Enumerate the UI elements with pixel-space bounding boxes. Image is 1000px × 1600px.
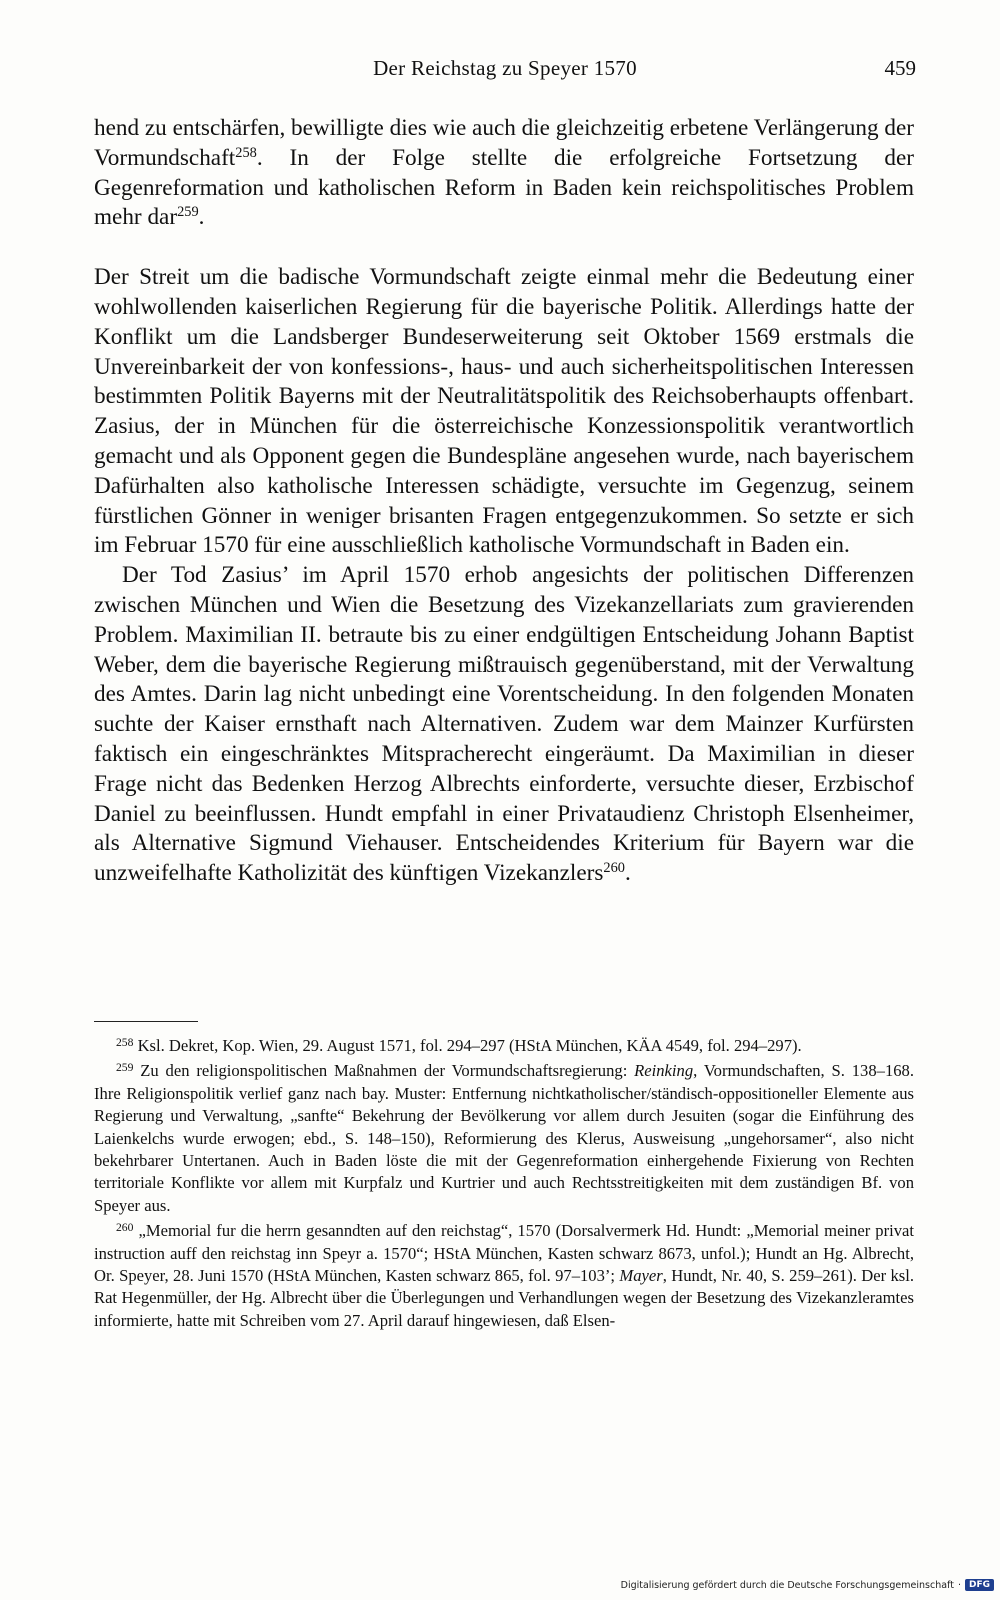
footnote-number: 260 — [116, 1221, 134, 1235]
footnote-259 — [94, 1060, 914, 1217]
paragraph-2: Der Streit um die badische Vormundschaft zeigte einmal mehr die Bedeutung einer wohlwollenden kaiserlichen Regierung für die bayerische Politik. Allerdings hatte der Konflikt um die Landsberger Bundeserweiterung seit Oktober 1569 erstmals die Unvereinbarkeit der von konfessions-, haus- und auch sicherheitspolitischen Interessen bestimmten Politik Bayerns mit der Neutralitätspolitik des Reichsoberhaupts offenbart. Zasius, der in München für die österreichische Konzessionspolitik verantwortlich gemacht und als Opponent gegen die Bundespläne angesehen wurde, nach bayerischem Dafürhalten also katholische Interessen schädigte, versuchte im Gegenzug, seinem fürstlichen Gönner in weniger brisanten Fragen entgegenzukommen. So setzte er sich im Februar 1570 für eine ausschließlich katholische Vormundschaft in Baden ein. — [94, 264, 914, 559]
footnote-258 — [94, 1035, 914, 1057]
footnote-260 — [94, 1220, 914, 1332]
separator: · — [957, 1579, 961, 1591]
footnotes — [94, 1035, 914, 1335]
footnote-author: Mayer — [619, 1266, 663, 1286]
main-text — [94, 114, 914, 889]
footnote-separator — [94, 1021, 198, 1022]
footnote-text-a: „Memorial fur die herrn gesanndten auf den reichstag“, 1570 (Dorsalvermerk Hd. Hundt: „Memorial meiner privat instruction auff den reichstag inn Speyr a. 1570“; HStA München, Kasten schwarz 8673, unfol.); Hundt an Hg. Albrecht, Or. Speyer, 28. Juni 1570 (HStA München, Kasten schwarz 865, fol. 97–103’; — [94, 1221, 914, 1286]
paragraph-3-text-b: . — [624, 860, 631, 887]
footnote-text: Ksl. Dekret, Kop. Wien, 29. August 1571, fol. 294–297 (HStA München, KÄA 4549, fol. 294–297). — [133, 1036, 802, 1055]
credit-text: Digitalisierung gefördert durch die Deutsche Forschungsgemeinschaft — [620, 1579, 954, 1591]
footnote-number: 258 — [116, 1035, 134, 1049]
footnote-number: 259 — [116, 1061, 134, 1075]
footnote-text-b: , Hundt, Nr. 40, S. 259–261). Der ksl. Rat Hegenmüller, der Hg. Albrecht über die Überlegungen und Verhandlungen wegen der Besetzung des Vizekanzleramtes informierte, hatte mit Schreiben vom 27. April darauf hingewiesen, daß Elsen- — [94, 1266, 915, 1330]
footnote-ref-258: 258 — [235, 144, 257, 161]
page-number: 459 — [884, 56, 916, 80]
footnote-ref-259: 259 — [177, 204, 199, 221]
page-header — [94, 56, 916, 86]
paragraph-1-text-b: . In der Folge stellte die erfolgreiche Fortsetzung der Gegenreformation und katholischen Reform in Baden kein reichspolitisches Problem mehr dar — [94, 144, 914, 231]
paragraph-1 — [94, 114, 914, 233]
paragraph-1-text-a: hend zu entschärfen, bewilligte dies wie auch die gleichzeitig erbetene Verlängerung der Vormundschaft — [94, 115, 914, 171]
running-title: Der Reichstag zu Speyer 1570 — [373, 56, 637, 80]
footnote-text-a: Zu den religionspolitischen Maßnahmen der Vormundschaftsregierung: — [133, 1061, 635, 1081]
dfg-logo-icon: DFG — [965, 1579, 994, 1591]
paragraph-1-text-c: . — [198, 204, 205, 231]
paragraph-3-text-a: Der Tod Zasius’ im April 1570 erhob angesichts der politischen Differenzen zwischen München und Wien die Besetzung des Vizekanzellariats zum gravierenden Problem. Maximilian II. betraute bis zu einer endgültigen Entscheidung Johann Baptist Weber, dem die bayerische Regierung mißtrauisch gegenüberstand, mit der Verwaltung des Amtes. Darin lag nicht unbedingt eine Vorentscheidung. In den folgenden Monaten suchte der Kaiser ernsthaft nach Alternativen. Zudem war dem Mainzer Kurfürsten faktisch ein eingeschränktes Mitspracherecht eingeräumt. Da Maximilian in dieser Frage nicht das Bedenken Herzog Albrechts einforderte, versuchte dieser, Erzbischof Daniel zu beeinflussen. Hundt empfahl in einer Privataudienz Christoph Elsenheimer, als Alternative Sigmund Viehauser. Entscheidendes Kriterium für Bayern war die unzweifelhafte Katholizität des künftigen Vizekanzlers — [94, 562, 914, 887]
digitization-credit — [621, 1576, 994, 1594]
paragraph-3 — [94, 561, 914, 889]
footnote-ref-260: 260 — [603, 860, 625, 877]
footnote-text-b: , Vormundschaften, S. 138–168. Ihre Religionspolitik verlief ganz nach bay. Muster: Entfernung nichtkatholischer/ständisch-oppositioneller Elemente aus Regierung und Verwaltung, „sanfte“ Bekehrung der Bevölkerung vor allem durch Jesuiten (sogar die Einführung des Laienkelchs wurde erwogen; ebd., S. 148–150), Reformierung des Klerus, Ausweisung „ungehorsamer“, also nicht bekehrbarer Untertanen. Auch in Baden löste die mit der Gegenreformation einhergehende Fixierung von Rechten territoriale Konflikte vor allem mit Kurpfalz und Kurtrier und auch Rechtsstreitigkeiten mit dem zuständigen Bf. von Speyer aus. — [94, 1061, 914, 1215]
footnote-author: Reinking — [634, 1061, 694, 1081]
